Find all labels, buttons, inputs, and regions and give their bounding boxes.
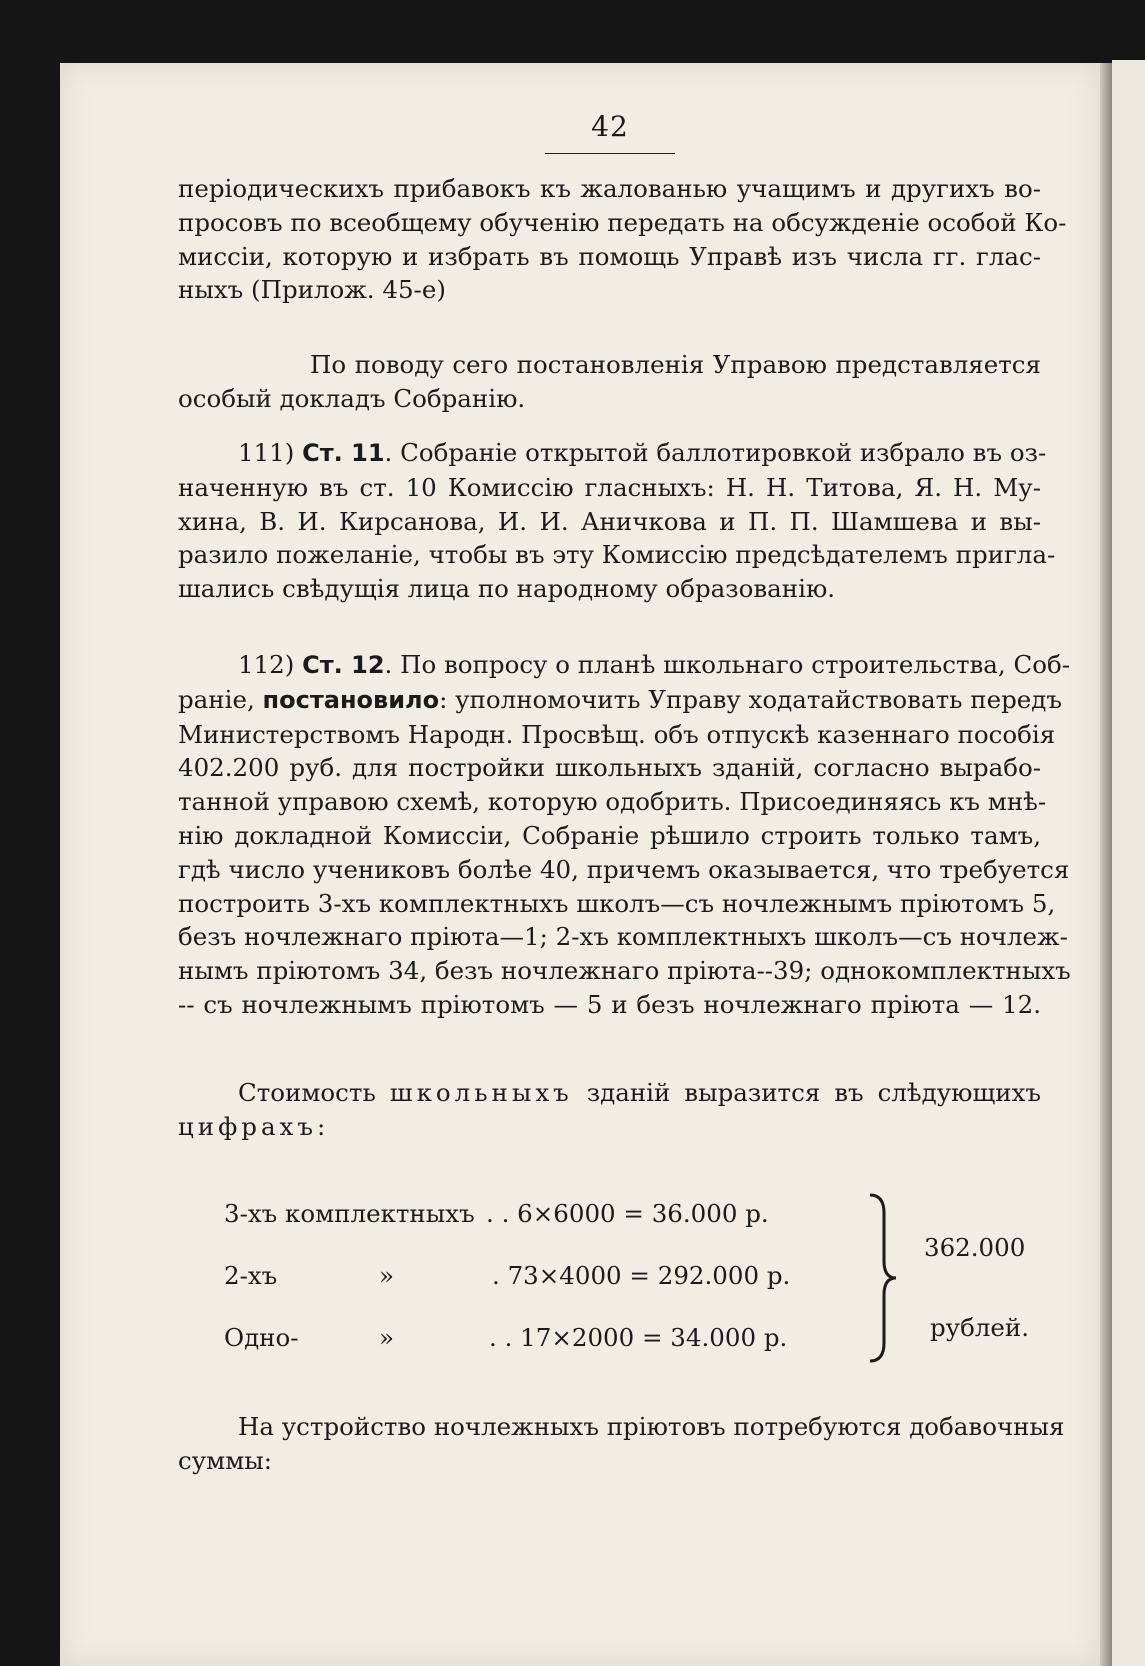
paragraph-costs-intro <box>178 1076 1041 1144</box>
text-run: . Собраніе открытой баллотировкой избрало въ оз- <box>384 438 1047 467</box>
text-run: : уполномочить Управу ходатайствовать передъ <box>439 684 1062 714</box>
text-line: нію докладной Комиссіи, Собраніе рѣшило строить только тамъ, <box>178 820 1041 850</box>
text-run: раніе, <box>178 684 255 714</box>
text-line: шались свѣдущія лица по народному образованію. <box>178 574 836 604</box>
text-line: На устройство ночлежныхъ пріютовъ потребуются добавочныя <box>238 1412 1065 1441</box>
ditto-mark: » <box>379 1261 394 1290</box>
cost-table <box>224 1193 1044 1363</box>
text-line <box>178 648 1070 683</box>
text-line: -- съ ночлежнымъ пріютомъ — 5 и безъ ночлежнаго пріюта — 12. <box>178 989 1041 1019</box>
cost-calculation: . 73×4000 = 292.000 р. <box>492 1261 791 1290</box>
text-line: 402.200 руб. для постройки школьныхъ зданій, согласно вырабо- <box>178 753 1041 783</box>
text-line: особый докладъ Собранію. <box>178 383 526 413</box>
cost-calculation: . . 17×2000 = 34.000 р. <box>489 1323 788 1352</box>
cost-calculation: . . 6×6000 = 36.000 р. <box>486 1199 769 1228</box>
text-run: Стоимость <box>238 1078 376 1107</box>
text-line <box>178 683 1062 718</box>
article-reference: Ст. 12 <box>302 651 385 679</box>
school-type: 2-хъ <box>224 1261 278 1290</box>
text-line: хина, В. И. Кирсанова, И. И. Аничкова и П. П. Шамшева и вы- <box>178 506 1041 536</box>
cost-total: 362.000 <box>924 1233 1026 1262</box>
text-run: . По вопросу о планѣ школьнаго строительства, Соб- <box>384 650 1070 679</box>
text-line: суммы: <box>178 1445 273 1475</box>
article-reference: Ст. 11 <box>302 439 385 467</box>
emphasized-word: школьныхъ <box>389 1078 573 1107</box>
paragraph-report-note <box>178 348 1041 416</box>
ditto-mark: » <box>379 1323 394 1352</box>
text-line: нымъ пріютомъ 34, безъ ночлежнаго пріюта--39; однокомплектныхъ <box>178 956 1071 986</box>
decision-keyword: постановило <box>262 685 440 714</box>
text-line: періодическихъ прибавокъ къ жалованью учащимъ и другихъ во- <box>178 174 1041 203</box>
text-line: гдѣ число учениковъ болѣе 40, причемъ оказывается, что требуется <box>178 854 1070 884</box>
text-run: зданій выразится въ слѣдующихъ <box>586 1078 1042 1107</box>
paragraph-item-111 <box>178 436 1056 606</box>
text-line: ныхъ (Прилож. 45-е) <box>178 275 446 305</box>
item-number: 111) <box>238 438 295 467</box>
text-line <box>178 1076 1041 1110</box>
school-type: 3-хъ комплектныхъ <box>224 1199 475 1228</box>
text-line: просовъ по всеобщему обученію передать на обсужденіе особой Ко- <box>178 207 1067 237</box>
text-line: По поводу сего постановленія Управою представляется <box>310 350 1041 379</box>
text-line: наченную въ ст. 10 Комиссію гласныхъ: Н. Н. Титова, Я. Н. Му- <box>178 472 1041 502</box>
currency-label: рублей. <box>930 1313 1030 1342</box>
paragraph-item-112 <box>178 648 1071 1022</box>
page-number: 42 <box>591 110 629 143</box>
text-line: безъ ночлежнаго пріюта—1; 2-хъ комплектныхъ школъ—съ ночлеж- <box>178 922 1068 952</box>
right-brace-icon <box>864 1193 904 1363</box>
text-line: построить 3-хъ комплектныхъ школъ—съ ночлежнымъ пріютомъ 5, <box>178 888 1056 918</box>
text-line <box>178 436 1047 471</box>
text-line: Министерствомъ Народн. Просвѣщ. объ отпускѣ казеннаго пособія <box>178 719 1056 749</box>
paragraph-shelter-costs <box>178 1410 1065 1478</box>
emphasized-word: цифрахъ: <box>178 1111 330 1141</box>
text-line: танной управою схемѣ, которую одобрить. Присоединяясь къ мнѣ- <box>178 787 1047 817</box>
item-number: 112) <box>238 650 295 679</box>
text-line: разило пожеланіе, чтобы въ эту Комиссію предсѣдателемъ пригла- <box>178 540 1056 570</box>
text-line: миссіи, которую и избрать въ помощь Управѣ изъ числа гг. глас- <box>178 241 1041 271</box>
school-type: Одно- <box>224 1323 299 1352</box>
paragraph-continuation <box>178 172 1067 307</box>
page-number-rule <box>545 153 675 154</box>
